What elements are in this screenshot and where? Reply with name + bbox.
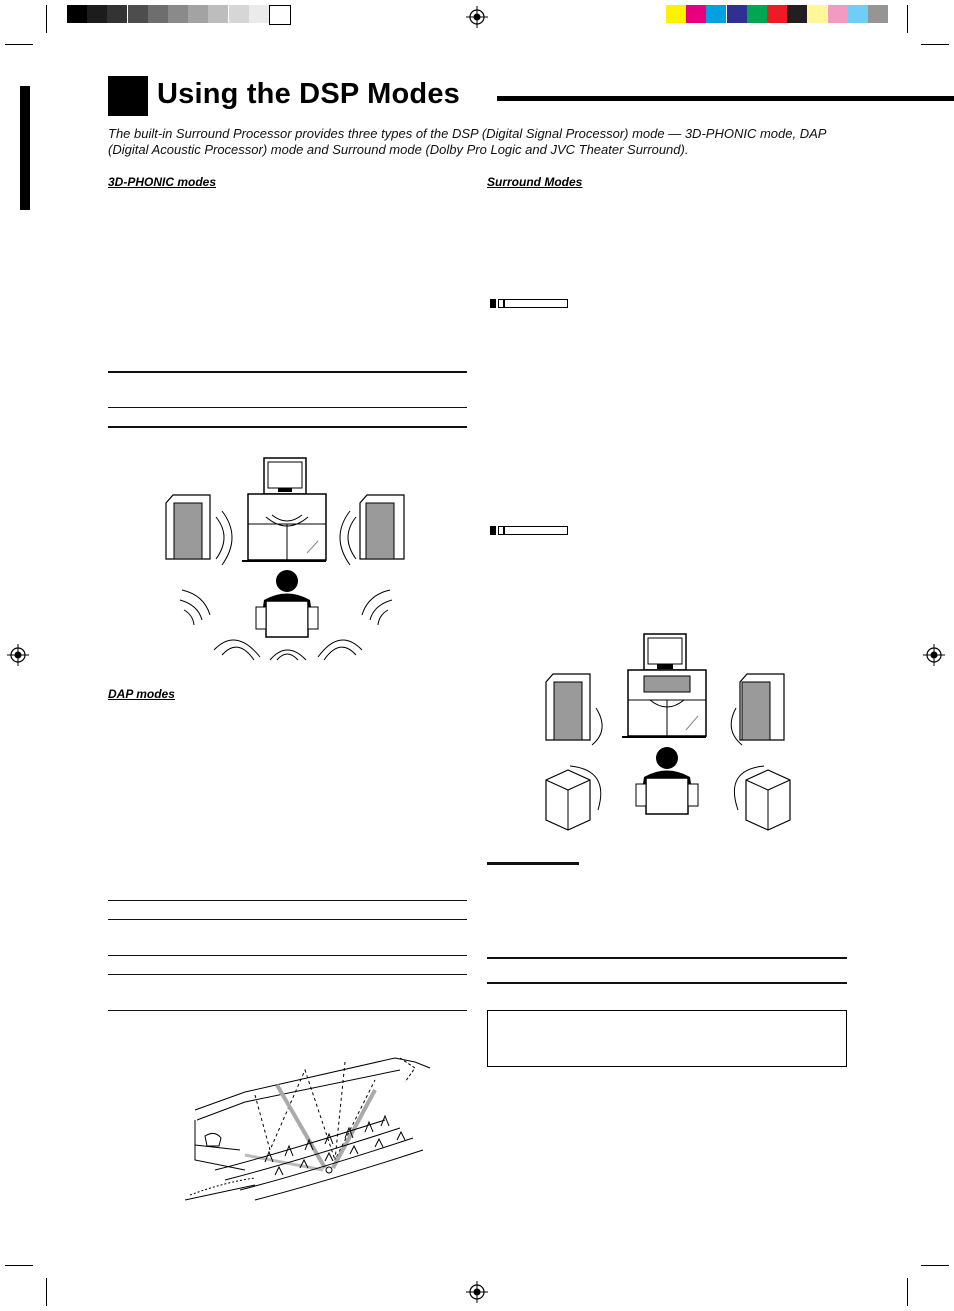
crop-mark <box>46 1278 47 1306</box>
gray-swatch <box>229 5 249 23</box>
title-rule <box>497 96 954 101</box>
table-rule <box>108 974 467 975</box>
gray-swatch <box>208 5 228 23</box>
gray-swatch <box>87 5 107 23</box>
3d-phonic-illustration <box>160 455 410 665</box>
table-rule <box>108 407 467 408</box>
table-rule <box>108 900 467 901</box>
gray-swatch <box>188 5 208 23</box>
gray-swatch <box>67 5 87 23</box>
gray-swatch <box>249 5 269 23</box>
section-heading-3d-phonic: 3D-PHONIC modes <box>108 175 217 189</box>
gray-swatch <box>107 5 127 23</box>
crop-mark <box>46 5 47 33</box>
color-swatch <box>767 5 787 23</box>
listener-icon <box>636 747 698 814</box>
table-rule <box>108 919 467 920</box>
tv-icon <box>264 458 306 494</box>
display-indicator-icon <box>490 526 568 535</box>
piano-icon <box>205 1133 221 1146</box>
gray-swatch <box>148 5 168 23</box>
note-box <box>487 1010 847 1067</box>
color-swatch <box>706 5 726 23</box>
crop-mark <box>907 5 908 33</box>
table-rule <box>108 371 467 373</box>
page-title: Using the DSP Modes <box>157 78 460 110</box>
crop-mark <box>5 44 33 45</box>
tv-icon <box>644 634 686 670</box>
color-swatch <box>666 5 686 23</box>
gray-swatch <box>269 5 291 25</box>
display-indicator-icon <box>490 299 568 308</box>
speaker-icon <box>740 674 784 740</box>
crosshair-registration-mark-icon <box>466 6 488 28</box>
intro-paragraph: The built-in Surround Processor provides three types of the DSP (Digital Signal Processor) mode — 3D-PHONIC mode, DAP (Digital Acoustic Processor) mode and Surround mode (Dolby Pro Logic and JVC Theater Surround). <box>108 126 826 157</box>
color-swatch <box>727 5 747 23</box>
crop-mark <box>921 44 949 45</box>
crop-mark <box>907 1278 908 1306</box>
color-swatch <box>807 5 827 23</box>
table-rule <box>108 426 467 428</box>
section-heading-dap: DAP modes <box>108 687 175 701</box>
color-swatch <box>828 5 848 23</box>
speaker-icon <box>546 770 590 830</box>
speaker-icon <box>546 674 590 740</box>
crop-mark <box>921 1265 949 1266</box>
language-tab <box>20 86 30 210</box>
gray-swatch <box>168 5 188 23</box>
title-marker-block <box>108 76 148 116</box>
color-swatch <box>747 5 767 23</box>
crop-mark <box>5 1265 33 1266</box>
listener-icon <box>256 570 318 637</box>
table-rule <box>487 982 847 984</box>
surround-illustration <box>540 630 800 840</box>
table-rule <box>108 1010 467 1011</box>
color-swatch <box>868 5 888 23</box>
concert-hall-illustration <box>185 1050 435 1205</box>
color-swatch <box>686 5 706 23</box>
crosshair-registration-mark-icon <box>923 644 945 666</box>
color-swatch <box>848 5 868 23</box>
crosshair-registration-mark-icon <box>7 644 29 666</box>
note-rule <box>487 862 579 865</box>
table-rule <box>487 957 847 959</box>
speaker-icon <box>746 770 790 830</box>
table-rule <box>108 955 467 956</box>
gray-swatch <box>128 5 148 23</box>
color-swatch <box>787 5 807 23</box>
section-heading-surround: Surround Modes <box>487 175 583 189</box>
speaker-icon <box>360 495 404 559</box>
crosshair-registration-mark-icon <box>466 1281 488 1303</box>
speaker-icon <box>166 495 210 559</box>
